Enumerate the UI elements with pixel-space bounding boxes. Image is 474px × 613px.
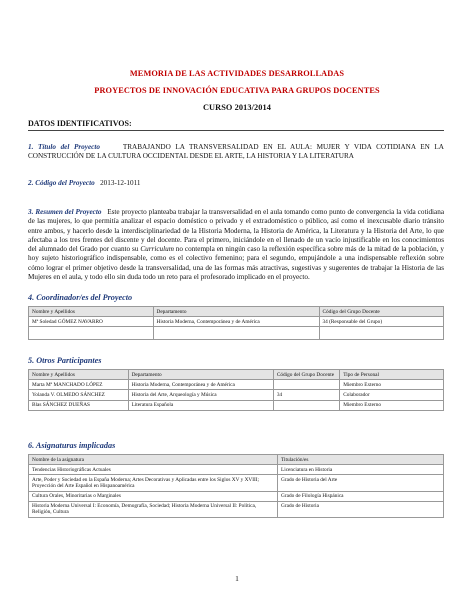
coordinator-table [28, 306, 444, 340]
table-cell: Cultura Orales, Minoritarias o Marginales [29, 491, 278, 501]
project-code-value: 2013-12-1011 [100, 179, 141, 187]
coordinator-heading: 4. Coordinador/es del Proyecto [28, 293, 133, 302]
table-cell: Marta Mª MANCHADO LÓPEZ [29, 380, 129, 390]
project-code-label: 2. Código del Proyecto [28, 179, 95, 187]
project-code-section [28, 179, 444, 188]
table-row [29, 475, 444, 491]
table-cell: 34 [273, 390, 339, 400]
table-row [29, 491, 444, 501]
project-summary-italic: Curriculum [140, 245, 174, 254]
page-number: 1 [235, 574, 239, 583]
table-cell [273, 380, 339, 390]
table-cell: Tendencias Historiográficas Actuales [29, 465, 278, 475]
table-cell [153, 327, 319, 339]
column-header: Código del Grupo Docente [319, 307, 444, 317]
table-row [29, 380, 444, 390]
table-cell: Historia Moderna, Contemporánea y de América [128, 380, 273, 390]
table-cell [273, 400, 339, 410]
table-row [29, 390, 444, 400]
project-title-label: 1. Título del Proyecto [28, 143, 100, 151]
table-cell [29, 327, 154, 339]
table-row [29, 400, 444, 410]
column-header: Departamento [153, 307, 319, 317]
project-summary-label: 3. Resumen del Proyecto [28, 208, 102, 216]
table-cell: Literatura Española [128, 400, 273, 410]
table-cell: Grado de Filología Hispánica [278, 491, 444, 501]
course-label: CURSO 2013/2014 [202, 103, 272, 112]
table-cell: Historia Moderna, Contemporánea y de América [153, 317, 319, 327]
subjects-heading: 6. Asignaturas implicadas [28, 441, 116, 450]
heading-rule [28, 130, 444, 131]
project-title-section [28, 143, 444, 162]
table-cell: Miembro Externo [340, 380, 444, 390]
table-cell: Grado de Historia del Arte [278, 475, 444, 491]
project-summary-text-a: Este proyecto planteaba trabajar la transversalidad en el aula tomando como punto de convergencia la vida cotidiana de las mujeres, lo que permitía analizar el espacio doméstico o privado y el extradoméstico o público, así como el inexcusable diario tránsito entre ambos, y hacerlo desde la interdisciplinariedad de la Historia Moderna, la Historia de América, la Literatura y la Historia del Arte, lo que afectaba a los tres frentes del discente y del docente. Para el primero, iniciándole en el llenado de un vacío injustificable en los conocimientos del alumnado del Grado por cuanto su [28, 208, 445, 254]
table-row [29, 317, 444, 327]
column-header: Nombre de la asignatura [29, 455, 278, 465]
table-cell: Historia del Arte, Arqueología y Música [128, 390, 273, 400]
report-title: MEMORIA DE LAS ACTIVIDADES DESARROLLADAS [129, 69, 345, 78]
table-cell [319, 327, 444, 339]
subjects-table [28, 454, 444, 518]
table-row [29, 501, 444, 517]
table-cell: Arte, Poder y Sociedad en la España Moderna; Artes Decorativas y Aplicadas entre los Siglos XV y XVIII; Proyección del Arte Español en Hispanoamérica [29, 475, 278, 491]
project-summary-text-b: no contempla en ningún caso la reflexión específica sobre más de la mitad de la población, y hoy sujeto historiográfico indispensable, como es el colectivo femenino; para el segundo, empujándole a una indispensable reflexión sobre cómo lograr el primer objetivo desde la transversalidad, una de las formas más atractivas, sugestivas y sugerentes de trabajar la Historia de las Mujeres en el aula, y todo ello sin duda todo un reto para el profesorado implicado en el proyecto. [28, 245, 444, 282]
datos-heading: DATOS IDENTIFICATIVOS: [28, 119, 132, 128]
column-header: Código del Grupo Docente [273, 370, 339, 380]
column-header: Nombre y Apellidos [29, 370, 129, 380]
report-subtitle: PROYECTOS DE INNOVACIÓN EDUCATIVA PARA GRUPOS DOCENTES [94, 86, 380, 95]
column-header: Titulación/es [278, 455, 444, 465]
table-cell: Mª Soledad GÓMEZ NAVARRO [29, 317, 154, 327]
table-row [29, 327, 444, 339]
table-cell: Blas SÁNCHEZ DUEÑAS [29, 400, 129, 410]
table-cell: Historia Moderna Universal I: Economía, Demografía, Sociedad; Historia Moderna Universal II: Política, Religión, Cultura [29, 501, 278, 517]
project-title-text: TRABAJANDO LA TRANSVERSALIDAD EN EL AULA: MUJER Y VIDA COTIDIANA EN LA CONSTRUCCIÓN DE LA CULTURA OCCIDENTAL DESDE EL ARTE, LA HISTORIA Y LA LITERATURA [28, 143, 444, 161]
table-cell: 34 (Responsable del Grupo) [319, 317, 444, 327]
column-header: Tipo de Personal [340, 370, 444, 380]
table-header-row [29, 307, 444, 317]
table-cell: Grado de Historia [278, 501, 444, 517]
table-cell: Colaborador [340, 390, 444, 400]
table-header-row [29, 370, 444, 380]
table-header-row [29, 455, 444, 465]
project-summary-section [28, 208, 444, 282]
table-cell: Miembro Externo [340, 400, 444, 410]
participants-table [28, 369, 444, 411]
table-row [29, 465, 444, 475]
table-cell: Yolanda V. OLMEDO SÁNCHEZ [29, 390, 129, 400]
column-header: Nombre y Apellidos [29, 307, 154, 317]
column-header: Departamento [128, 370, 273, 380]
table-cell: Licenciatura en Historia [278, 465, 444, 475]
participants-heading: 5. Otros Participantes [28, 356, 102, 365]
